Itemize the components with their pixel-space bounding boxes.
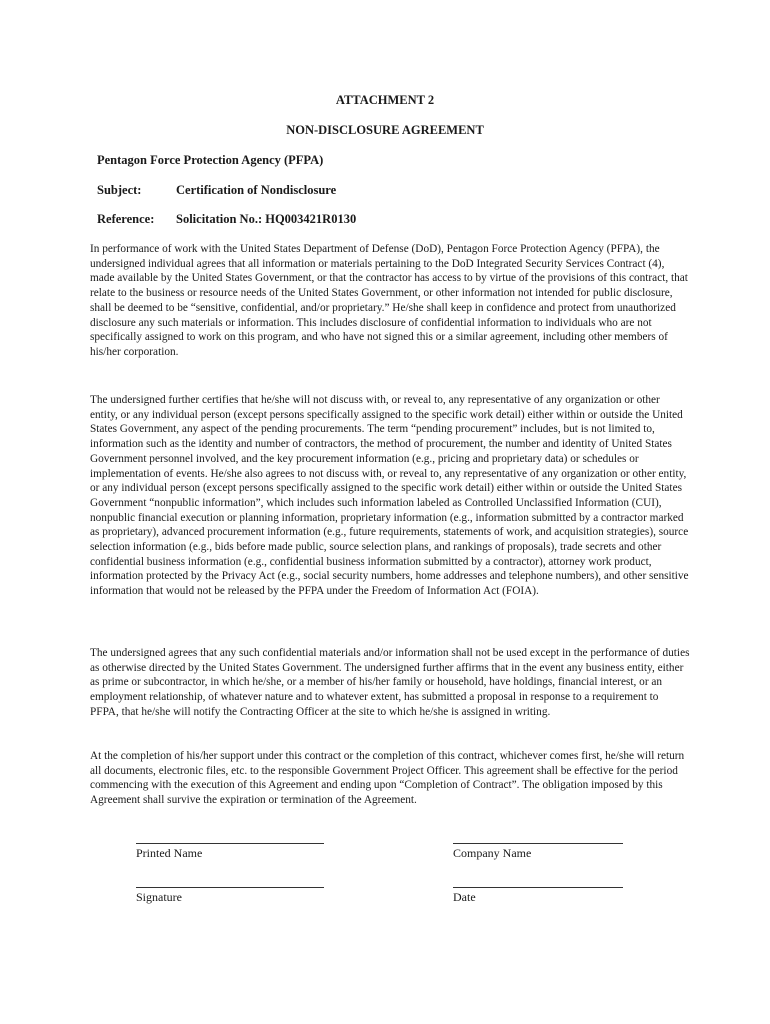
paragraph-use-of-materials: The undersigned agrees that any such confidential materials and/or information shall not be used except in the performance of duties as otherwise directed by the United States Government. The undersigned further affirms that in the event any business entity, either as prime or subcontractor, in which he/she, or a member of his/her family or household, have holdings, financial interest, or an employment relationship, of whatever nature and to whatever extent, has submitted a proposal in response to a requirement to PFPA, that he/she will notify the Contracting Officer at the site to which he/she is assigned in writing. — [90, 647, 690, 718]
company-name-line — [453, 843, 623, 844]
printed-name-line — [136, 843, 324, 844]
attachment-heading: ATTACHMENT 2 — [335, 93, 435, 107]
printed-name-label: Printed Name — [136, 846, 203, 860]
signature-label: Signature — [136, 890, 182, 904]
paragraph-completion: At the completion of his/her support under this contract or the completion of this contract, whichever comes first, he/she will return all documents, electronic files, etc. to the responsible Government Project Officer. This agreement shall be effective for the period commencing with the execution of this Agreement and ending upon “Completion of Contract”. The obligation imposed by this Agreement shall survive the expiration or termination of the Agreement. — [90, 750, 685, 807]
reference-value: Solicitation No.: HQ003421R0130 — [176, 212, 357, 226]
subject-value: Certification of Nondisclosure — [176, 183, 337, 197]
date-label: Date — [453, 890, 476, 904]
agency-name: Pentagon Force Protection Agency (PFPA) — [97, 153, 324, 167]
date-line — [453, 887, 623, 888]
reference-label: Reference: — [97, 212, 155, 226]
agreement-title: NON-DISCLOSURE AGREEMENT — [286, 123, 484, 137]
paragraph-certification: The undersigned further certifies that he/she will not discuss with, or reveal to, any representative of any organization or other entity, or any individual person (except persons specifically assigned to the specific work detail) either within or outside the United States Government, any aspect of the pending procurements. The term “pending procurement” includes, but is not limited to, information such as the identity and number of contractors, the method of procurement, the number and identity of United States Government personnel involved, and the key procurement information (e.g., pricing and proprietary data) or schedules or implementation of events. He/she also agrees to not discuss with, or reveal to, any representative of any organization or other entity, or any individual person (except persons specifically assigned to the specific work detail) either within or outside the United States Government “nonpublic information”, which includes such information labeled as Controlled Unclassified Information (CUI), nonpublic financial execution or planning information, proprietary information (e.g., information submitted by a contractor marked as proprietary), advanced procurement information (e.g., future requirements, statements of work, and acquisition strategies), source selection information (e.g., bids before made public, source selection plans, and rankings of proposals), trade secrets and other confidential business information (e.g., confidential business information submitted by a contractor), attorney work product, information protected by the Privacy Act (e.g., social security numbers, home addresses and telephone numbers), and other sensitive information that would not be released by the PFPA under the Freedom of Information Act (FOIA). — [90, 394, 689, 598]
paragraph-performance: In performance of work with the United States Department of Defense (DoD), Pentagon Force Protection Agency (PFPA), the undersigned individual agrees that all information or materials pertaining to the DoD Integrated Security Services Contract (4), made available by the United States Government, or that the contractor has access to by virtue of the provisions of this contract, that relate to the business or resource needs of the United States Government, or other information not intended for public disclosure, shall be deemed to be “sensitive, confidential, and/or proprietary.” He/she shall keep in confidence and protect from unauthorized disclosure any such materials or information. This includes disclosure of confidential information to individuals who are not specifically assigned to work on this program, and who have not signed this or a similar agreement, including other members of his/her corporation. — [90, 243, 688, 358]
signature-line — [136, 887, 324, 888]
subject-label: Subject: — [97, 183, 142, 197]
company-name-label: Company Name — [453, 846, 532, 860]
